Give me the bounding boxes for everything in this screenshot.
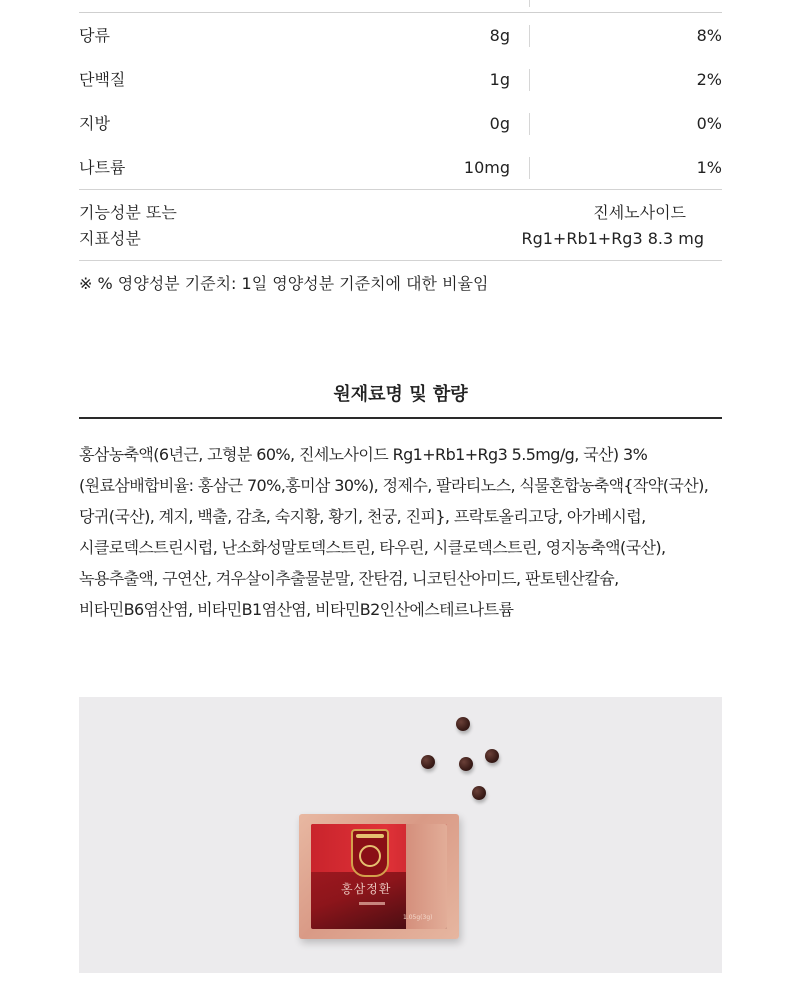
nutrition-row-fat bbox=[79, 102, 722, 146]
sachet-subtitle-mark bbox=[359, 902, 385, 905]
sachet-product-name: 홍삼정환 bbox=[341, 882, 392, 896]
nutrient-amount: 10mg bbox=[463, 158, 510, 177]
nutrient-percent: 8% bbox=[696, 26, 722, 45]
logo-ring bbox=[359, 845, 381, 867]
pill bbox=[421, 755, 435, 769]
nutrient-amount: 8g bbox=[489, 26, 510, 45]
nutrient-label: 나트륨 bbox=[79, 158, 126, 177]
table-bottom-divider bbox=[79, 260, 722, 261]
daily-value-note: ※ % 영양성분 기준치: 1일 영양성분 기준치에 대한 비율임 bbox=[79, 274, 489, 293]
pill bbox=[472, 786, 486, 800]
column-divider bbox=[529, 69, 530, 91]
functional-label-line: 기능성분 또는 bbox=[79, 203, 177, 222]
pill bbox=[485, 749, 499, 763]
nutrient-percent: 2% bbox=[696, 70, 722, 89]
nutrition-row-sodium bbox=[79, 146, 722, 190]
logo-text-bar bbox=[356, 834, 384, 838]
nutrient-percent: 1% bbox=[696, 158, 722, 177]
functional-ingredient-label bbox=[79, 200, 177, 252]
sachet-label bbox=[311, 824, 447, 929]
table-column-divider bbox=[529, 0, 530, 7]
column-divider bbox=[529, 113, 530, 135]
product-sachet bbox=[299, 814, 459, 939]
ingredients-title-rule bbox=[79, 417, 722, 419]
nutrition-row-sugar bbox=[79, 14, 722, 58]
functional-value-line: 진세노사이드 bbox=[593, 203, 686, 222]
pill bbox=[459, 757, 473, 771]
nutrient-label: 지방 bbox=[79, 114, 110, 133]
functional-label-line: 지표성분 bbox=[79, 229, 141, 248]
nutrition-row-protein bbox=[79, 58, 722, 102]
ingredients-text: 홍삼농축액(6년근, 고형분 60%, 진세노사이드 Rg1+Rb1+Rg3 5.5mg/g, 국산) 3%(원료삼배합비율: 홍삼근 70%,홍미삼 30%), 정제수, 팔라티노스, 식물혼합농축액{작약(국산), 당귀(국산), 계지, 백출, 감초, 숙지황, 황기, 천궁, 진피}, 프락토올리고당, 아가베시럽, 시클로덱스트린시럽, 난소화성말토덱스트린, 타우린, 시클로덱스트린, 영지농축액(국산), 녹용추출액, 구연산, 겨우살이추출물분말, 잔탄검, 니코틴산아미드, 판토텐산칼슘, 비타민B6염산염, 비타민B1염산염, 비타민B2인산에스테르나트륨 bbox=[79, 445, 709, 619]
column-divider bbox=[529, 157, 530, 179]
functional-ingredient-value bbox=[521, 200, 704, 252]
table-row-divider bbox=[79, 12, 722, 13]
functional-value-line: Rg1+Rb1+Rg3 8.3 mg bbox=[521, 229, 704, 248]
nutrient-amount: 1g bbox=[489, 70, 510, 89]
table-row-divider bbox=[79, 189, 722, 190]
brand-logo-icon bbox=[351, 829, 389, 877]
sachet-weight: 1.05g(3g) bbox=[403, 914, 433, 921]
nutrient-label: 당류 bbox=[79, 26, 110, 45]
product-photo bbox=[79, 697, 722, 973]
column-divider bbox=[529, 25, 530, 47]
ingredients-title: 원재료명 및 함량 bbox=[333, 384, 468, 405]
pill bbox=[456, 717, 470, 731]
nutrient-percent: 0% bbox=[696, 114, 722, 133]
nutrient-label: 단백질 bbox=[79, 70, 126, 89]
nutrient-amount: 0g bbox=[489, 114, 510, 133]
